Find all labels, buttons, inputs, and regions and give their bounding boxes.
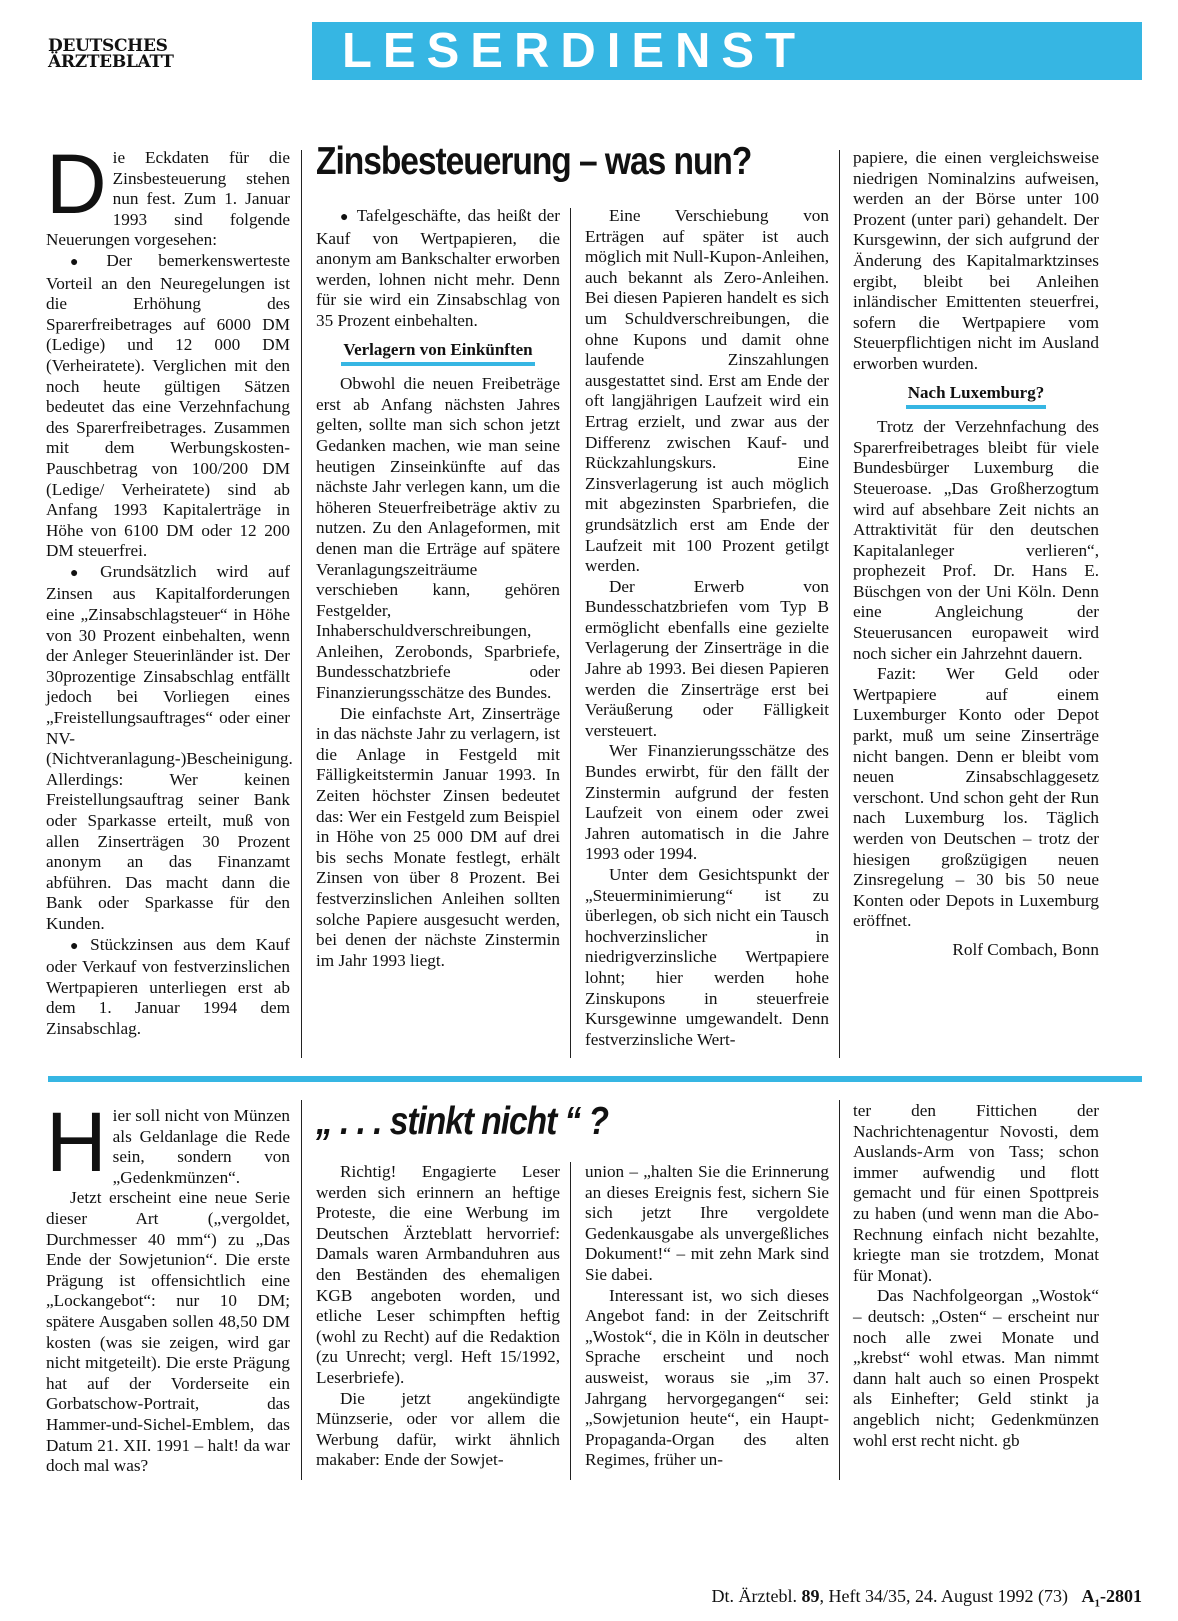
footer-issue: , Heft 34/35, 24. August 1992 (73) xyxy=(819,1586,1068,1606)
masthead-line2: ÄRZTEBLATT xyxy=(48,52,174,72)
article2-col1-p2: Jetzt erscheint eine neue Serie dieser Art („vergoldet, Durchmesser 40 mm“) zu „Das Ende der Sowjetunion“. Die erste Prägung ist offensichtlich eine „Lockangebot“: nur 10 DM; spätere Ausgaben sollen 48,50 DM kosten (was sie zeigen, wird gar nicht mitgeteilt). Die erste Prägung hat auf der Vorderseite ein Gorbatschow-Portrait, das Hammer-und-Sichel-Emblem, das Datum 21. XII. 1991 – halt! da war doch mal was? xyxy=(46,1188,290,1476)
article1-col3 xyxy=(585,206,829,1050)
page-footer xyxy=(712,1586,1142,1610)
footer-page-sub: 1 xyxy=(1094,1597,1100,1610)
subhead-wrap xyxy=(316,332,560,375)
footer-page xyxy=(1081,1586,1143,1610)
footer-page-number: -2801 xyxy=(1100,1586,1142,1606)
article2-col3-p1: union – „halten Sie die Erinnerung an dieses Ereignis fest, sichern Sie sich jetzt Ihre vergoldete Gedenkausgabe als unvergeßliches Dokument!“ – mit zehn Mark sind Sie dabei. xyxy=(585,1162,829,1284)
masthead xyxy=(48,38,228,70)
article-separator xyxy=(48,1076,1142,1082)
article1-col1-p1 xyxy=(46,137,290,251)
article1-col4-p2: Fazit: Wer Geld oder Wertpapiere auf einem Luxemburger Konto oder Depot parkt, muß um seine Zinserträge nicht bangen. Denn er bleibt vom neuen Zinsabschlaggesetz verschont. Und schon geht der Run nach Luxemburg los. Täglich werden von Deutschen – trotz der hiesigen großzügigen neuen Zinsregelung – 30 bis 50 neue Konten oder Depots in Luxemburg eröffnet. xyxy=(853,664,1099,931)
article2-col4-p1: ter den Fittichen der Nachrichtenagentur Novosti, dem Auslands-Arm von Tass; schon immer aufwendig und flott gemacht und für einen Spottpreis zu haben (und wenn man die Abo-Rechnung einfach nicht bezahlte, kriegte man sie trotzdem, Monat für Monat). xyxy=(853,1101,1099,1285)
article1-col2-p2: Die einfachste Art, Zinserträge in das nächste Jahr zu verlagern, ist die Anlage in Festgeld mit Fälligkeitstermin Januar 1993. In Zeiten höchster Zinsen bedeutet das: Wer ein Festgeld zum Beispiel in Höhe von 25 000 DM auf drei bis sechs Monate festlegt, erhält Zinsen von über 8 Prozent. Bei festverzinslichen Anleihen sollten solche Papiere ausgesucht werden, bei denen der nächste Zinstermin im Jahr 1993 liegt. xyxy=(316,703,560,970)
section-banner xyxy=(312,22,1142,80)
article2-col2-p2: Die jetzt angekündigte Münzserie, oder vor allem die Werbung dafür, wirkt ähnlich makaber: Ende der Sowjet- xyxy=(316,1388,560,1470)
article1-subhead1: Verlagern von Einkünften xyxy=(341,340,534,367)
article2-col2-p1: Richtig! Engagierte Leser werden sich erinnern an heftige Proteste, die eine Werbung im Deutschen Ärzteblatt hervorrief: Damals waren Armbanduhren aus den Beständen des ehemaligen KGB angeboten worden, und etliche Leser schimpften heftig (wohl zu Recht) auf die Redaktion (zu Unrecht; vergl. Heft 15/1992, Leserbriefe). xyxy=(316,1162,560,1387)
column-rule xyxy=(839,150,840,1058)
column-rule xyxy=(570,208,571,1058)
article1-col1 xyxy=(46,137,293,1040)
column-rule xyxy=(570,1162,571,1480)
article2-col4 xyxy=(853,1101,1099,1451)
article2-col1-p1 xyxy=(46,1095,290,1189)
subhead-wrap xyxy=(853,375,1099,418)
masthead-line1: DEUTSCHES xyxy=(48,36,168,56)
footer-page-prefix: A xyxy=(1081,1586,1095,1606)
article1-col3-p2: Der Erwerb von Bundesschatzbriefen vom Typ B ermöglicht ebenfalls eine gezielte Verlagerung der Zinserträge in die Jahre ab 1993. Bei diesen Papieren werden die Zinserträge erst bei Veräußerung oder Fälligkeit versteuert. xyxy=(585,576,829,740)
column-rule xyxy=(839,1100,840,1480)
article1-bullet4: ● Tafelgeschäfte, das heißt der Kauf von Wertpapieren, die anonym am Bankschalter erworben werden, lohnen nicht mehr. Denn für sie wird ein Zinsabschlag von 35 Prozent einbehalten. xyxy=(316,206,560,332)
footer-volume: 89 xyxy=(801,1586,820,1606)
column-rule xyxy=(301,150,302,1058)
article2-col4-p2: Das Nachfolgeorgan „Wostok“ – deutsch: „Osten“ – erscheint nur noch alle zwei Monate und „krebst“ wohl etwas. Man nimmt dann halt auch so einen Prospekt als Einhefter; Geld stinkt ja angeblich nicht; Gedenkmünzen wohl erst recht nicht. gb xyxy=(853,1286,1099,1450)
article1-col3-p4: Unter dem Gesichtspunkt der „Steuerminimierung“ ist zu überlegen, ob sich nicht ein Tausch hochverzinslicher in niedrigverzinsliche Wertpapiere lohnt; hier werden hohe Zinskupons in steuerfreie Kursgewinne umgewandelt. Denn festverzinsliche Wert- xyxy=(585,865,829,1049)
article2-col1 xyxy=(46,1095,290,1477)
article1-bullet2: ● Grundsätzlich wird auf Zinsen aus Kapitalforderungen eine „Zinsabschlagsteuer“ in Höhe von 30 Prozent einbehalten, wenn der Anleger Steuerinländer ist. Der 30prozentige Zinsabschlag entfällt jedoch bei Vorliegen eines „Freistellungsauftrages“ oder einer NV- (Nichtveranlagung-)Bescheinigung. Allerdings: Wer keinen Freistellungsauftrag seiner Bank oder Sparkasse erteilt, muß von allen Zinserträgen 30 Prozent anonym an das Finanzamt abführen. Das macht dann die Bank oder Sparkasse für den Kunden. xyxy=(46,562,290,935)
article1-col4 xyxy=(853,148,1099,961)
article1-col1-text1: ie Eckdaten für die Zinsbesteuerung stehen nun fest. Zum 1. Januar 1993 sind folgende Neuerungen vorgesehen: xyxy=(46,148,290,250)
article1-dropcap: D xyxy=(46,137,107,231)
article1-bullet3: ● Stückzinsen aus dem Kauf oder Verkauf von festverzinslichen Wertpapieren unterliegen erst ab dem 1. Januar 1994 dem Zinsabschlag. xyxy=(46,935,290,1040)
article1-col3-p3: Wer Finanzierungsschätze des Bundes erwirbt, für den fällt der Zinstermin aufgrund der festen Laufzeit von einem oder zwei Jahren automatisch in die Jahre 1993 oder 1994. xyxy=(585,741,829,864)
section-title: LESERDIENST xyxy=(342,24,807,78)
article2-headline: „ . . . stinkt nicht “ ? xyxy=(316,1100,609,1143)
article1-subhead2: Nach Luxemburg? xyxy=(906,383,1046,410)
article1-col3-p1: Eine Verschiebung von Erträgen auf später ist auch möglich mit Null-Kupon-Anleihen, auch bekannt als Zero-Anleihen. Bei diesen Papieren handelt es sich um Schuldverschreibungen, die ohne Kupons und damit ohne laufende Zinszahlungen ausgestattet sind. Erst am Ende der oft langjährigen Laufzeit wird ein Ertrag erzielt, und zwar aus der Differenz zwischen Kauf- und Rückzahlungskurs. Eine Zinsverlagerung ist auch möglich mit abgezinsten Sparbriefen, die grundsätzlich erst am Ende der Laufzeit mit 100 Prozent getilgt werden. xyxy=(585,206,829,576)
footer-journal: Dt. Ärztebl. xyxy=(711,1586,798,1606)
article2-col3 xyxy=(585,1162,829,1471)
column-rule xyxy=(301,1100,302,1480)
article1-col4-p1: Trotz der Verzehnfachung des Sparerfreibetrages bleibt für viele Bundesbürger Luxemburg die Steueroase. „Das Großherzogtum wird auf absehbare Zeit nichts an Attraktivität für den deutschen Kapitalanleger verlieren“, prophezeit Prof. Dr. Hans E. Büschgen von der Uni Köln. Denn eine Angleichung der Steuerusancen europaweit wird noch sicher ein Jahrzehnt dauern. xyxy=(853,417,1099,663)
article1-signature: Rolf Combach, Bonn xyxy=(952,939,1099,959)
article2-col2 xyxy=(316,1162,560,1471)
article1-col2-p1: Obwohl die neuen Freibeträge erst ab Anfang nächsten Jahres gelten, sollte man sich schon jetzt Gedanken machen, wie man seine heutigen Zinseinkünfte auf das nächste Jahr verlegen kann, um die höheren Steuerfreibeträge aktiv zu nutzen. Zu den Anlageformen, mit denen man die Erträge auf spätere Veranlagungszeiträume verschieben kann, gehören Festgelder, Inhaberschuldverschreibungen, Anleihen, Zerobonds, Sparbriefe, Bundesschatzbriefe oder Finanzierungsschätze des Bundes. xyxy=(316,374,560,703)
article1-col4-intro: papiere, die einen vergleichsweise niedrigen Nominalzins aufweisen, werden an der Börse unter 100 Prozent (unter pari) gehandelt. Der Kursgewinn, der sich aufgrund der Änderung des Kapitalmarktzinses ergibt, bleibt bei Anleihen inländischer Emittenten steuerfrei, sofern die Wertpapiere vom Steuerpflichtigen nicht im Ausland erworben wurden. xyxy=(853,148,1099,373)
article2-col3-p2: Interessant ist, wo sich dieses Angebot fand: in der Zeitschrift „Wostok“, die in Köln in deutscher Sprache erscheint und noch ausweist, woraus sie „im 37. Jahrgang hervorgegangen“ sei: „Sowjetunion heute“, ein Haupt-Propaganda-Organ des alten Regimes, früher un- xyxy=(585,1285,829,1470)
article1-headline: Zinsbesteuerung – was nun? xyxy=(316,140,752,183)
article1-col2 xyxy=(316,206,560,971)
article1-bullet1: ● Der bemerkenswerteste Vorteil an den Neuregelungen ist die Erhöhung des Sparerfreibetrages auf 6000 DM (Ledige) und 12 000 DM (Verheiratete). Verglichen mit den noch heute gültigen Sätzen bedeutet das eine Verzehnfachung des Sparerfreibetrages. Zusammen mit dem Werbungskosten-Pauschbetrag von 100/200 DM (Ledige/ Verheiratete) sind ab Anfang 1993 Kapitalerträge in Höhe von 6100 DM oder 12 200 DM steuerfrei. xyxy=(46,251,290,562)
article2-dropcap: H xyxy=(46,1095,107,1189)
article2-col1-text1: ier soll nicht von Münzen als Geldanlage die Rede sein, sondern von „Gedenkmünzen“. xyxy=(112,1106,290,1187)
